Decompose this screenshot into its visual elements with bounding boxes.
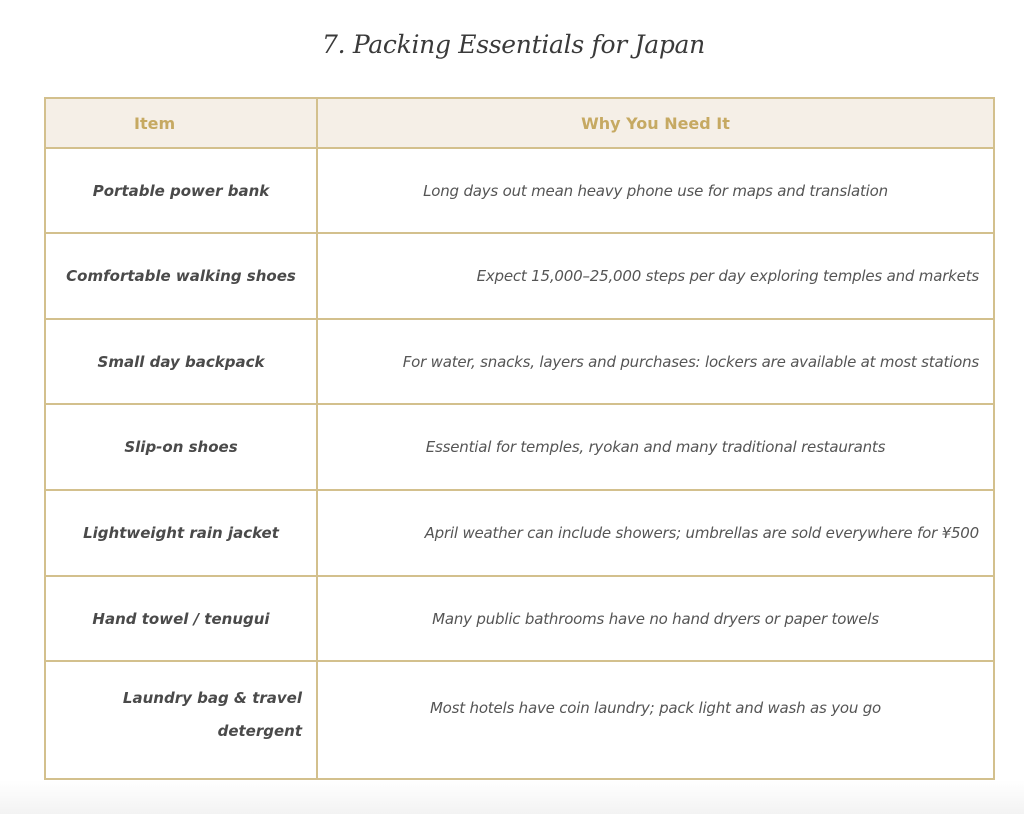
why-cell: Expect 15,000–25,000 steps per day exploring temples and markets: [317, 233, 994, 319]
item-cell: Portable power bank: [45, 148, 317, 233]
why-cell: Many public bathrooms have no hand dryers or paper towels: [317, 576, 994, 661]
page-title: 7. Packing Essentials for Japan: [322, 30, 705, 59]
table-row: [45, 576, 994, 661]
item-cell: Comfortable walking shoes: [45, 233, 317, 319]
table-header-row: [45, 98, 994, 148]
table-row: [45, 148, 994, 233]
why-cell: April weather can include showers; umbrellas are sold everywhere for ¥500: [317, 490, 994, 576]
table-row: [45, 319, 994, 404]
packing-essentials-table: [44, 97, 995, 780]
page-bottom-fade: [0, 780, 1024, 814]
why-cell: Long days out mean heavy phone use for maps and translation: [317, 148, 994, 233]
table-row: [45, 490, 994, 576]
column-header-why: Why You Need It: [317, 98, 994, 148]
item-cell: Small day backpack: [45, 319, 317, 404]
why-cell: Essential for temples, ryokan and many traditional restaurants: [317, 404, 994, 490]
table-row: [45, 661, 994, 779]
column-header-item: Item: [45, 98, 317, 148]
table-row: [45, 404, 994, 490]
why-cell: For water, snacks, layers and purchases: lockers are available at most stations: [317, 319, 994, 404]
table-row: [45, 233, 994, 319]
why-cell: Most hotels have coin laundry; pack light and wash as you go: [317, 661, 994, 779]
item-cell: Lightweight rain jacket: [45, 490, 317, 576]
item-cell: Hand towel / tenugui: [45, 576, 317, 661]
item-cell: Laundry bag & travel detergent: [45, 661, 317, 779]
item-cell: Slip-on shoes: [45, 404, 317, 490]
